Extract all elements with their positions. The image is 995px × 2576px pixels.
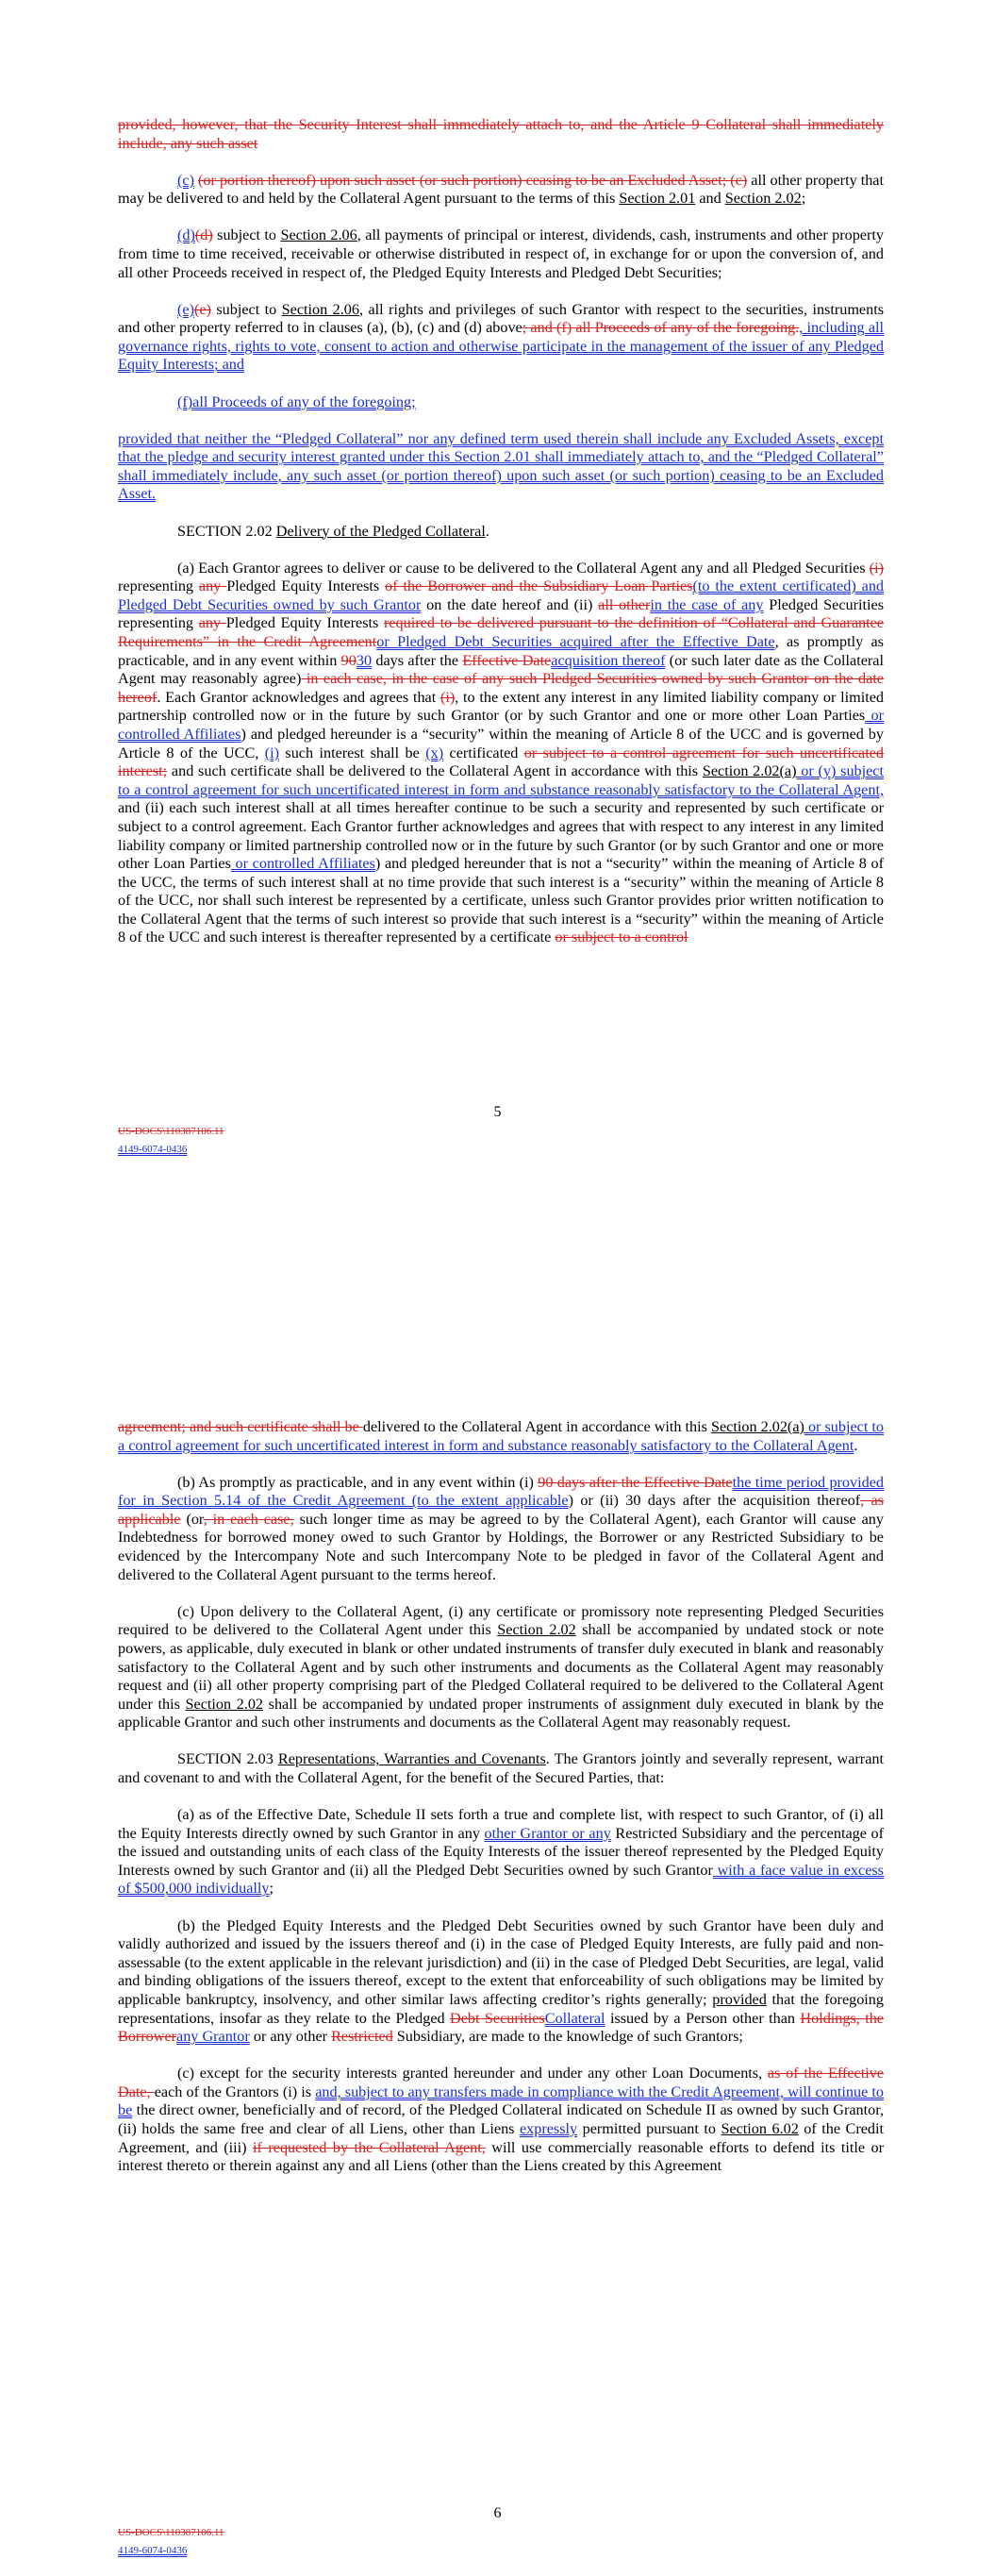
- inserted-text: all Proceeds of any of the foregoing;: [192, 393, 416, 410]
- body-text: of the Credit Agreement, and (iii): [118, 2120, 884, 2156]
- page-number: 5: [493, 1104, 502, 1120]
- body-text: subject to: [210, 300, 282, 318]
- inserted-text: the time period provided for in Section 5.14 of the Credit Agreement (to the extent applicable: [118, 1473, 884, 1510]
- deleted-text: agreement; and such certificate shall be: [118, 1418, 363, 1435]
- section-reference: Section 2.02: [724, 190, 802, 208]
- section-reference: Section 2.06: [280, 226, 357, 244]
- body-text: and such certificate shall be delivered to the Collateral Agent in accordance with this: [167, 762, 703, 780]
- inserted-text: (c): [177, 171, 194, 189]
- inserted-text: or Pledged Debt Securities acquired after the Effective Date: [376, 632, 775, 650]
- inserted-text: (to the extent certificated) and Pledged Debt Securities owned by such Grantor: [118, 577, 885, 613]
- deleted-text: in each case, in the case of any such Pledged Securities owned by such Grantor on the date hereof: [118, 670, 884, 706]
- deleted-text: ; and (f) all Proceeds of any of the foregoing.: [522, 319, 800, 337]
- deleted-text: Effective Date: [462, 651, 552, 669]
- body-text: (c) except for the security interests granted hereunder and under any other Loan Documents,: [177, 2065, 768, 2083]
- body-text: ) and pledged hereunder is a “security” within the meaning of Article 8 of the UCC and is governed by Article 8 of the UCC,: [118, 725, 884, 761]
- body-text: each of the Grantors (i) is: [154, 2083, 316, 2100]
- body-text: all other property that may be delivered to and held by the Collateral Agent pursuant to the terms of this: [118, 171, 884, 208]
- paragraph: [118, 1806, 884, 1899]
- body-text: Subsidiary, are made to the knowledge of such Grantors;: [392, 2028, 743, 2046]
- footer-new-doc-id: 4149-6074-0436: [118, 1144, 188, 1155]
- body-text: .: [485, 522, 489, 540]
- paragraph: [118, 560, 884, 947]
- inserted-text: with a face value in excess of $500,000 individually: [118, 1861, 884, 1898]
- body-text: shall be accompanied by undated proper instruments of assignment duly executed in blank by the applicable Grantor and such other instruments and documents as the Collateral Agent may reasonably request.: [118, 1695, 884, 1731]
- inserted-text: provided that neither the “Pledged Collateral” nor any defined term used therein shall include any Excluded Assets, except that the pledge and security interest granted under this Section 2.01 shall immediately attach to, and the “Pledged Collateral” shall immediately include, any such asset (or portion thereof) upon such asset (or such portion) ceasing to be an Excluded Asset.: [118, 429, 884, 503]
- page-body: [118, 1418, 884, 2194]
- body-text: (or such later date as the Collateral Agent may reasonably agree): [118, 651, 884, 688]
- body-text: and: [695, 190, 725, 208]
- section-reference: Section 2.02(a): [710, 1418, 804, 1435]
- body-text: (b) As promptly as practicable, and in any event within (i): [177, 1473, 539, 1491]
- body-text: shall be accompanied by undated stock or note powers, as applicable, duly executed in blank or other undated instruments of transfer duly executed in blank and reasonably satisfactory to the Collateral Agent and by such other instruments and documents as the Collateral Agent may reasonably request and (ii) all other property comprising part of the Pledged Collateral required to be delivered to the Collateral Agent under this: [118, 1621, 884, 1713]
- body-text: (a) as of the Effective Date, Schedule II sets forth a true and complete list, with respect to such Grantor, of (i) all the Equity Interests directly owned by such Grantor in any: [118, 1806, 884, 1842]
- deleted-text: , as applicable: [118, 1492, 884, 1528]
- paragraph: [118, 1603, 884, 1732]
- page-footer: [118, 1123, 224, 1159]
- body-text: SECTION 2.02: [177, 522, 276, 540]
- deleted-text: (e): [193, 300, 211, 318]
- inserted-text: (i): [264, 744, 279, 761]
- inserted-text: or controlled Affiliates: [118, 707, 885, 743]
- body-text: , to the extent any interest in any limited liability company or limited partnership controlled now or in the future by such Grantor (or by such Grantor and one or more other Loan Parties: [118, 688, 885, 725]
- body-text: permitted pursuant to: [577, 2120, 721, 2137]
- paragraph: [118, 1418, 884, 1455]
- body-text: .: [854, 1436, 858, 1454]
- paragraph: [118, 523, 884, 542]
- inserted-text: and, subject to any transfers made in compliance with the Credit Agreement, will continue to be: [118, 2083, 884, 2119]
- deleted-text: , in each case,: [203, 1510, 294, 1528]
- paragraph: [118, 226, 884, 282]
- inserted-text: acquisition thereof: [551, 651, 666, 669]
- deleted-text: any: [198, 577, 227, 595]
- footer-old-doc-id: US-DOCS\110387106.11: [118, 2527, 224, 2538]
- section-reference: Representations, Warranties and Covenants: [277, 1750, 546, 1768]
- body-text: ) and pledged hereunder that is not a “security” within the meaning of Article 8 of the UCC, the terms of such interest shall at no time provide that such interest is a “security” within the meaning of Article 8 of the UCC, nor shall such interest be represented by a certificate, unless such Grantor provides prior written notification to the Collateral Agent that the terms of such interest so provide that such interest is a “security” within the meaning of Article 8 of the UCC and such interest is thereafter represented by a certificate: [118, 855, 885, 946]
- body-text: on the date hereof and (ii): [421, 595, 599, 613]
- deleted-text: provided, however, that the Security Interest shall immediately attach to, and the Article 9 Collateral shall immediately include, any such asset: [118, 116, 884, 152]
- body-text: , all rights and privileges of such Grantor with respect to the securities, instruments and other property referred to in clauses (a), (b), (c) and (d) above: [118, 300, 884, 337]
- inserted-text: (e): [177, 300, 194, 318]
- inserted-text: expressly: [519, 2120, 578, 2137]
- body-text: , all payments of principal or interest, dividends, cash, instruments and other property from time to time received, receivable or otherwise distributed in respect of, in exchange for or upon the conversion of, and all other Proceeds received in respect of, the Pledged Equity Interests and Pledged Debt Securities;: [118, 226, 884, 281]
- deleted-text: any: [198, 614, 226, 632]
- deleted-text: 90 days after the Effective Date: [538, 1473, 733, 1491]
- section-reference: Section 6.02: [721, 2120, 799, 2137]
- paragraph: [118, 2065, 884, 2176]
- body-text: representing: [118, 577, 199, 595]
- paragraph: [118, 1750, 884, 1787]
- body-text: and (ii) each such interest shall at all times hereafter continue to be such a security and represented by such certificate or subject to a control agreement. Each Grantor further acknowledges and agrees that with respect to any interest in any limited liability company or limited partnership controlled now or in the future by such Grantor (or by such Grantor and one or more other Loan Parties: [118, 799, 884, 873]
- body-text: Pledged Equity Interests: [226, 577, 386, 595]
- body-text: (or: [180, 1510, 204, 1528]
- section-reference: Section 2.01: [619, 190, 696, 208]
- section-reference: Section 2.06: [281, 300, 359, 318]
- body-text: certificated: [443, 744, 524, 761]
- deleted-text: or subject to a control agreement for such uncertificated interest;: [118, 744, 884, 780]
- body-text: (b) the Pledged Equity Interests and the Pledged Debt Securities owned by such Grantor have been duly and validly authorized and issued by the issuers thereof and (i) in the case of Pledged Equity Interests, are fully paid and non-assessable (to the extent applicable in the relevant jurisdiction) and (ii) in the case of Pledged Debt Securities, are legal, valid and binding obligations of the issuers thereof, except to the extent that enforceability of such obligations may be limited by applicable bankruptcy, insolvency, and other similar laws affecting creditor’s rights generally;: [118, 1916, 884, 2008]
- body-text: that the foregoing representations, insofar as they relate to the Pledged: [118, 1990, 884, 2027]
- section-reference: Section 2.02: [497, 1621, 576, 1639]
- paragraph: [118, 393, 884, 412]
- section-reference: provided: [712, 1990, 767, 2008]
- body-text: Restricted Subsidiary and the percentage of the issued and outstanding units of each class of the Equity Interests of the issuer thereof represented by the Pledged Equity Interests owned by such Grantor and (ii) all the Pledged Debt Securities owned by such Grantor: [118, 1824, 884, 1879]
- paragraph: [118, 1474, 884, 1585]
- page-number: 6: [493, 2505, 502, 2521]
- deleted-text: Restricted: [331, 2028, 393, 2046]
- inserted-text: (f): [177, 393, 193, 410]
- inserted-text: (x): [425, 744, 444, 761]
- section-reference: Delivery of the Pledged Collateral: [275, 522, 486, 540]
- inserted-text: Collateral: [544, 2009, 605, 2027]
- body-text: subject to: [212, 226, 281, 244]
- inserted-text: , including all governance rights, rights to vote, consent to action and otherwise participate in the management of the issuer of any Pledged Equity Interests; and: [118, 319, 884, 374]
- inserted-text: any Grantor: [176, 2028, 250, 2046]
- body-text: the direct owner, beneficially and of record, of the Pledged Collateral indicated on Schedule II as owned by such Grantor, (ii) holds the same free and clear of all Liens, other than Liens: [118, 2101, 884, 2137]
- inserted-text: other Grantor or any: [484, 1824, 611, 1842]
- deleted-text: required to be delivered pursuant to the definition of “Collateral and Guarantee Requirements” in the Credit Agreement: [118, 614, 884, 650]
- body-text: (c) Upon delivery to the Collateral Agent, (i) any certificate or promissory note representing Pledged Securities required to be delivered to the Collateral Agent under this: [118, 1602, 884, 1639]
- inserted-text: or controlled Affiliates: [230, 855, 375, 873]
- deleted-text: as of the Effective Date,: [118, 2065, 884, 2100]
- body-text: delivered to the Collateral Agent in accordance with this: [362, 1418, 711, 1435]
- body-text: or any other: [249, 2028, 332, 2046]
- deleted-text: all other: [598, 595, 651, 613]
- body-text: Pledged Securities representing: [118, 595, 884, 632]
- body-text: ;: [269, 1880, 274, 1898]
- deleted-text: Holdings, the Borrower: [118, 2009, 884, 2046]
- page-body: [118, 116, 884, 966]
- body-text: such longer time as may be agreed to by the Collateral Agent), each Grantor will cause any Indebtedness for borrowed money owed to such Grantor by Holdings, the Borrower or any Restricted Subsidiary to be evidenced by the Intercompany Note and such Intercompany Note to be pledged in favor of the Collateral Agent and delivered to the Collateral Agent pursuant to the terms hereof.: [118, 1510, 884, 1583]
- deleted-text: (i): [869, 559, 884, 577]
- inserted-text: 30: [356, 651, 373, 669]
- inserted-text: in the case of any: [650, 595, 764, 613]
- deleted-text: (i): [439, 688, 456, 706]
- section-reference: Section 2.02(a): [702, 762, 797, 780]
- deleted-text: of the Borrower and the Subsidiary Loan Parties: [385, 577, 693, 595]
- deleted-text: or subject to a control: [555, 928, 688, 946]
- section-reference: Section 2.02: [185, 1695, 264, 1713]
- paragraph: [118, 172, 884, 209]
- deleted-text: if requested by the Collateral Agent,: [253, 2138, 486, 2156]
- paragraph: [118, 301, 884, 375]
- body-text: Pledged Equity Interests: [225, 614, 384, 632]
- document-page-6: [0, 1288, 995, 2576]
- body-text: . The Grantors jointly and severally represent, warrant and covenant to and with the Collateral Agent, for the benefit of the Secured Parties, that:: [118, 1750, 884, 1786]
- page-footer: [118, 2524, 224, 2560]
- body-text: will use commercially reasonable efforts to defend its title or interest thereto or therein against any and all Liens (other than the Liens created by this Agreement: [118, 2138, 884, 2175]
- body-text: such interest shall be: [279, 744, 426, 761]
- body-text: ;: [801, 190, 806, 208]
- deleted-text: Debt Securities: [450, 2009, 545, 2027]
- paragraph: [118, 116, 884, 153]
- body-text: , as promptly as practicable, and in any event within: [118, 632, 884, 669]
- body-text: issued by a Person other than: [605, 2009, 801, 2027]
- body-text: (a) Each Grantor agrees to deliver or cause to be delivered to the Collateral Agent any and all Pledged Securities: [177, 559, 870, 577]
- footer-new-doc-id: 4149-6074-0436: [118, 2545, 188, 2556]
- inserted-text: or subject to a control agreement for such uncertificated interest in form and substance reasonably satisfactory to the Collateral Agent: [118, 1418, 884, 1454]
- deleted-text: (d): [194, 226, 213, 244]
- paragraph: [118, 1917, 884, 2047]
- body-text: SECTION 2.03: [177, 1750, 278, 1768]
- body-text: ) or (ii) 30 days after the acquisition thereof: [568, 1492, 861, 1510]
- body-text: . Each Grantor acknowledges and agrees that: [157, 688, 440, 706]
- body-text: days after the: [372, 651, 463, 669]
- inserted-text: (d): [177, 226, 195, 244]
- footer-old-doc-id: US-DOCS\110387106.11: [118, 1126, 224, 1137]
- deleted-text: (or portion thereof) upon such asset (or such portion) ceasing to be an Excluded Asset; (c): [198, 171, 748, 189]
- paragraph: [118, 430, 884, 504]
- inserted-text: or (y) subject to a control agreement for such uncertificated interest in form and substance reasonably satisfactory to the Collateral Agent,: [118, 762, 884, 798]
- deleted-text: 90: [340, 651, 357, 669]
